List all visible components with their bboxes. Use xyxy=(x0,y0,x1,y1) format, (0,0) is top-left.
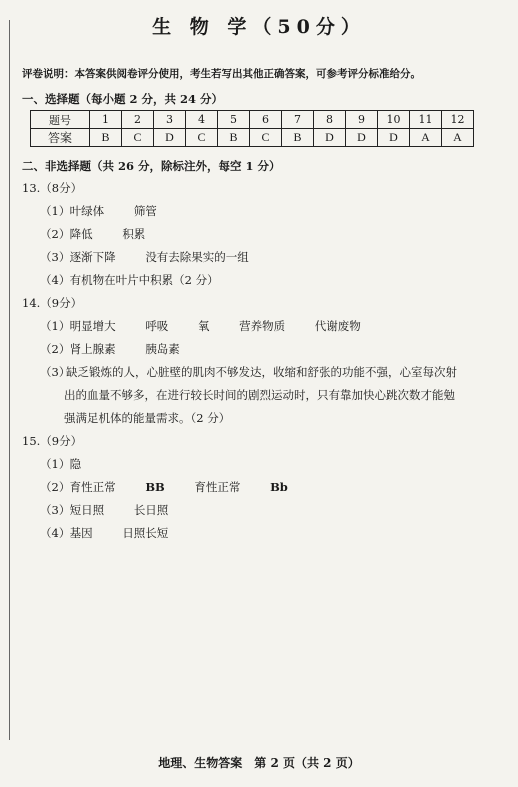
answer-cell: C xyxy=(122,129,154,147)
table-row-answers xyxy=(31,129,474,147)
item-number: （2） xyxy=(40,480,71,494)
grading-note: 评卷说明：本答案供阅卷评分使用，考生若写出其他正确答案，可参考评分标准给分。 xyxy=(22,68,421,80)
item-number: （3） xyxy=(40,250,71,264)
q15-header: 15.（9分） xyxy=(22,434,83,448)
row-label-number: 题号 xyxy=(31,111,90,129)
question-number: 4 xyxy=(186,111,218,129)
answer-text: 没有去除果实的一组 xyxy=(145,250,249,264)
item-number: （1） xyxy=(40,204,71,218)
question-number: 12 xyxy=(442,111,474,129)
answer-cell: C xyxy=(186,129,218,147)
answer-text: 叶绿体 xyxy=(69,204,105,218)
answer-text: 降低 xyxy=(69,227,93,241)
question-number: 1 xyxy=(90,111,122,129)
answer-text: 逐渐下降 xyxy=(69,250,116,264)
answer-text: 代谢废物 xyxy=(314,319,361,333)
table-row-numbers xyxy=(31,111,474,129)
answer-text: 隐 xyxy=(69,457,82,471)
question-number: 10 xyxy=(378,111,410,129)
page-footer: 地理、生物答案 第 2 页（共 2 页） xyxy=(158,756,360,770)
answer-text: 胰岛素 xyxy=(145,342,180,356)
answer-table xyxy=(30,110,474,147)
question-number: 5 xyxy=(218,111,250,129)
q13-item-3 xyxy=(40,249,275,265)
item-number: （1） xyxy=(40,457,71,471)
answer-text: 肾上腺素 xyxy=(69,342,116,356)
section-1-heading: 一、选择题（每小题 2 分，共 24 分） xyxy=(22,92,224,106)
answer-text: 呼吸 xyxy=(145,319,169,333)
q15-item-2 xyxy=(40,479,314,495)
answer-text: 明显增大 xyxy=(69,319,116,333)
q14-item-2 xyxy=(40,341,206,357)
answer-cell: D xyxy=(378,129,410,147)
q13-item-2 xyxy=(40,226,171,242)
item-number: （4） xyxy=(40,526,71,540)
q13-header: 13.（8分） xyxy=(22,181,83,195)
item-number: （4） xyxy=(40,273,71,287)
answer-text-line: 出的血量不够多，在进行较长时间的剧烈运动时，只有靠加快心跳次数才能勉 xyxy=(64,388,455,402)
answer-cell: C xyxy=(250,129,282,147)
answer-text: Bb xyxy=(270,480,288,494)
q13-item-1 xyxy=(40,203,183,219)
answer-text: 有机物在叶片中积累（2 分） xyxy=(69,273,219,287)
item-number: （3） xyxy=(40,365,71,379)
answer-text: 育性正常 xyxy=(194,480,241,494)
answer-cell: D xyxy=(346,129,378,147)
question-number: 2 xyxy=(122,111,154,129)
question-number: 7 xyxy=(282,111,314,129)
answer-text: 基因 xyxy=(69,526,93,540)
q13-item-4 xyxy=(40,272,245,288)
item-number: （2） xyxy=(40,342,71,356)
margin-line xyxy=(9,20,10,740)
answer-cell: A xyxy=(410,129,442,147)
answer-text: 育性正常 xyxy=(69,480,116,494)
answer-cell: A xyxy=(442,129,474,147)
item-number: （2） xyxy=(40,227,71,241)
q14-item-3 xyxy=(40,364,457,380)
answer-cell: B xyxy=(282,129,314,147)
q15-item-1 xyxy=(40,456,107,472)
answer-text-line: 强满足机体的能量需求。（2 分） xyxy=(64,411,231,425)
item-number: （1） xyxy=(40,319,71,333)
section-2-heading: 二、非选择题（共 26 分，除标注外，每空 1 分） xyxy=(22,159,281,173)
question-number: 6 xyxy=(250,111,282,129)
item-number: （3） xyxy=(40,503,71,517)
answer-text: 积累 xyxy=(122,227,146,241)
answer-text: 营养物质 xyxy=(239,319,286,333)
answer-text: 筛管 xyxy=(133,204,157,218)
q14-header: 14.（9分） xyxy=(22,296,83,310)
page-title: 生 物 学（50分） xyxy=(152,16,366,38)
answer-cell: B xyxy=(218,129,250,147)
q15-item-3 xyxy=(40,502,194,518)
answer-cell: D xyxy=(314,129,346,147)
question-number: 9 xyxy=(346,111,378,129)
answer-text: BB xyxy=(145,480,165,494)
q15-item-4 xyxy=(40,525,194,541)
answer-text-line: 缺乏锻炼的人，心脏壁的肌肉不够发达，收缩和舒张的功能不强，心室每次射 xyxy=(66,365,457,379)
answer-cell: D xyxy=(154,129,186,147)
answer-text: 长日照 xyxy=(133,503,169,517)
question-number: 8 xyxy=(314,111,346,129)
row-label-answer: 答案 xyxy=(31,129,90,147)
answer-text: 氧 xyxy=(197,319,210,333)
answer-text: 短日照 xyxy=(69,503,105,517)
question-number: 3 xyxy=(154,111,186,129)
answer-text: 日照长短 xyxy=(122,526,169,540)
q14-item-1 xyxy=(40,318,387,334)
question-number: 11 xyxy=(410,111,442,129)
answer-cell: B xyxy=(90,129,122,147)
